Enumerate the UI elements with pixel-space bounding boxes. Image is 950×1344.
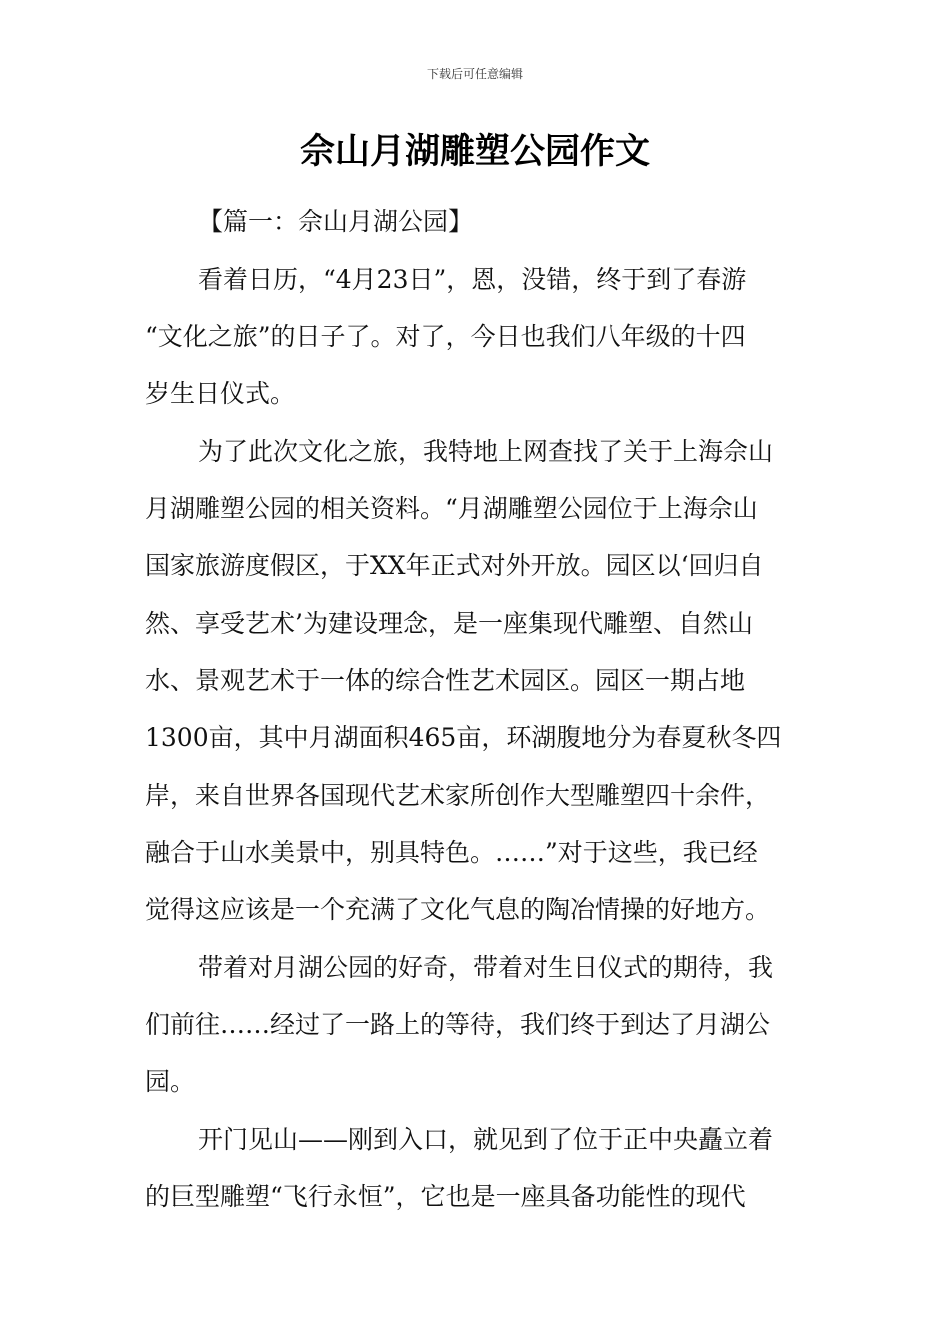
- paragraph-line: 融合于山水美景中，别具特色。……”对于这些，我已经: [145, 838, 758, 867]
- paragraph-line: 们前往……经过了一路上的等待，我们终于到达了月湖公: [145, 1010, 771, 1039]
- section-heading: 【篇一：佘山月湖公园】: [198, 207, 474, 236]
- paragraph-line: 国家旅游度假区，于XX年正式对外开放。园区以‘回归自: [145, 551, 764, 580]
- paragraph-line: 带着对月湖公园的好奇，带着对生日仪式的期待，我: [198, 953, 774, 982]
- page-title: 佘山月湖雕塑公园作文: [299, 132, 650, 172]
- paragraph-line: 觉得这应该是一个充满了文化气息的陶冶情操的好地方。: [145, 895, 771, 924]
- paragraph-line: 岸，来自世界各国现代艺术家所创作大型雕塑四十余件，: [145, 781, 771, 810]
- paragraph-line: 月湖雕塑公园的相关资料。“月湖雕塑公园位于上海佘山: [145, 494, 758, 523]
- header-note: 下载后可任意编辑: [426, 67, 523, 81]
- paragraph-line: 岁生日仪式。: [145, 379, 296, 408]
- paragraph-line: 为了此次文化之旅，我特地上网查找了关于上海佘山: [198, 437, 774, 466]
- paragraph-line: 水、景观艺术于一体的综合性艺术园区。园区一期占地: [145, 666, 746, 695]
- paragraph-line: 园。: [145, 1067, 196, 1096]
- paragraph-line: 看着日历，“4月23日”，恩，没错，终于到了春游: [198, 265, 747, 294]
- paragraph-line: 的巨型雕塑“飞行永恒”，它也是一座具备功能性的现代: [145, 1182, 746, 1211]
- paragraph-line: 1300亩，其中月湖面积465亩，环湖腹地分为春夏秋冬四: [145, 723, 782, 752]
- paragraph-line: 然、享受艺术’为建设理念，是一座集现代雕塑、自然山: [145, 609, 753, 638]
- paragraph-line: 开门见山——刚到入口，就见到了位于正中央矗立着: [198, 1125, 774, 1154]
- paragraph-line: “文化之旅”的日子了。对了，今日也我们八年级的十四: [145, 322, 746, 351]
